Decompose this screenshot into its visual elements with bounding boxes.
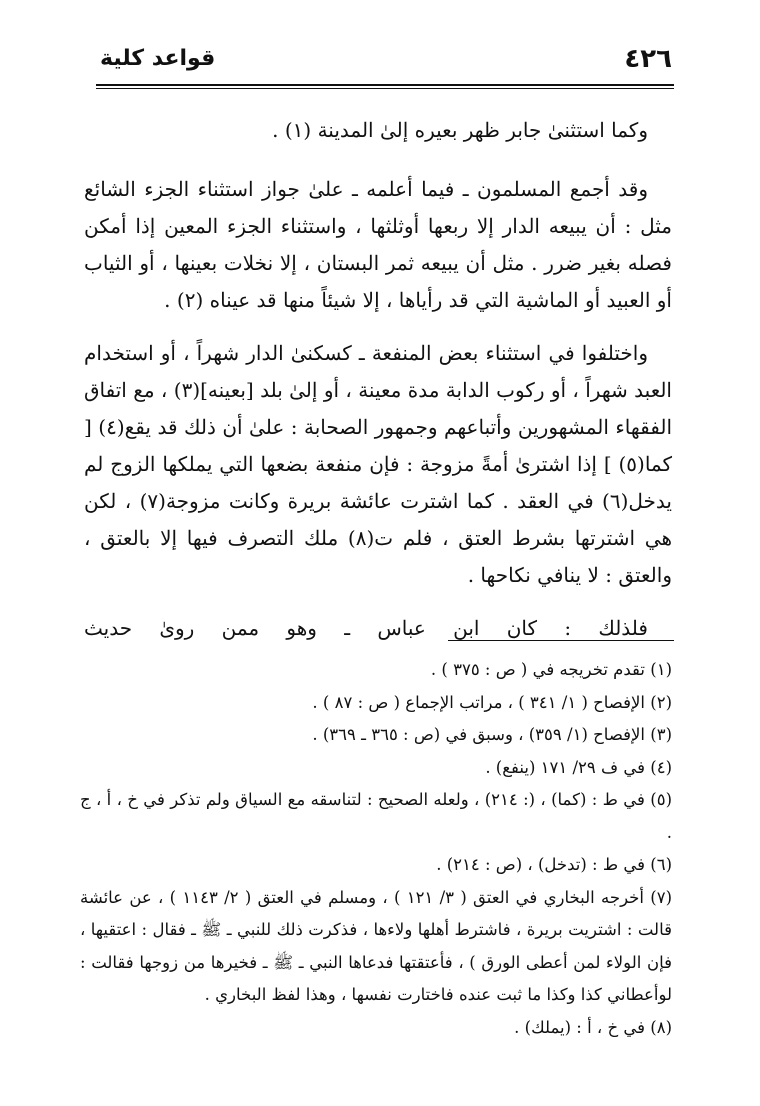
header-divider-thin: [96, 88, 674, 89]
paragraph: واختلفوا في استثناء بعض المنفعة ـ كسكنىٰ الدار شهراً ، أو استخدام العبد شهراً ، أو ركوب الدابة مدة معينة ، أو إلىٰ بلد [بعينه](٣) ، مع اتفاق الفقهاء المشهورين وأتباعهم وجمهور الصحابة : علىٰ أن ذلك قد يقع(٤) [ كما(٥) ] إذا اشترىٰ أمةً مزوجة : فإن منفعة بضعها التي يملكها الزوج لم يدخل(٦) في العقد . كما اشترت عائشة بريرة وكانت مزوجة(٧) ، لكن هي اشترتها بشرط العتق ، فلم ت(٨) ملك التصرف فيها إلا بالعتق ، والعتق : لا ينافي نكاحها .: [84, 341, 673, 587]
running-title: قواعد كلية: [100, 46, 216, 71]
footnote: (١) تقدم تخريجه في ( ص : ٣٧٥ ) .: [430, 660, 672, 679]
footnote: (٧) أخرجه البخاري في العتق ( ٣/ ١٢١ ) ، ومسلم في العتق ( ٢/ ١١٤٣ ) ، عن عائشة قالت : اشتريت بريرة ، فاشترط أهلها ولاءها ، فذكرت ذلك للنبي ـ ﷺ ـ فقال : اعتقيها ، فإن الولاء لمن أعطى الورق ) ، فأعتقتها فدعاها النبي ـ ﷺ ـ فخيرها من زوجها فقالت : لوأعطاني كذا وكذا ما ثبت عنده فاختارت نفسها ، وهذا لفظ البخاري .: [80, 887, 672, 1004]
paragraph: وقد أجمع المسلمون ـ فيما أعلمه ـ علىٰ جواز استثناء الجزء الشائع مثل : أن يبيعه الدار إلا ربعها أوثلثها ، واستثناء الجزء المعين إذا أمكن فصله بغير ضرر . مثل أن يبيعه ثمر البستان ، إلا نخلات بعينها ، أو الثياب أو العبيد أو الماشية التي قد رأياها ، إلا شيئاً منها قد عيناه (٢) .: [84, 177, 672, 312]
paragraph: وكما استثنىٰ جابر ظهر بعيره إلىٰ المدينة (١) .: [272, 118, 648, 142]
footnote: (٨) في خ ، أ : (يملك) .: [514, 1017, 672, 1037]
footnotes: [80, 654, 672, 1044]
page-header: [100, 44, 672, 80]
page-number: ٤٢٦: [624, 44, 672, 74]
footnote: (٣) الإفصاح (١/ ٣٥٩) ، وسبق في (ص : ٣٦٥ ـ ٣٦٩) .: [312, 725, 672, 744]
footnote-divider: [448, 640, 674, 641]
footnote: (٤) في ف ٢٩/ ١٧١ (ينفع) .: [485, 757, 672, 777]
footnote: (٥) في ط : (كما) ، (: ٢١٤) ، ولعله الصحيح : لتناسقه مع السياق ولم تذكر في خ ، أ ، ج .: [80, 790, 672, 842]
footnote: (٦) في ط : (تدخل) ، (ص : ٢١٤) .: [436, 855, 672, 874]
paragraph: فلذلك : كان ابن عباس ـ وهو ممن روىٰ حديث: [84, 616, 648, 640]
main-text: [84, 112, 672, 663]
header-divider: [96, 84, 674, 86]
footnote: (٢) الإفصاح ( ١/ ٣٤١ ) ، مراتب الإجماع ( ص : ٨٧ ) .: [312, 692, 672, 712]
